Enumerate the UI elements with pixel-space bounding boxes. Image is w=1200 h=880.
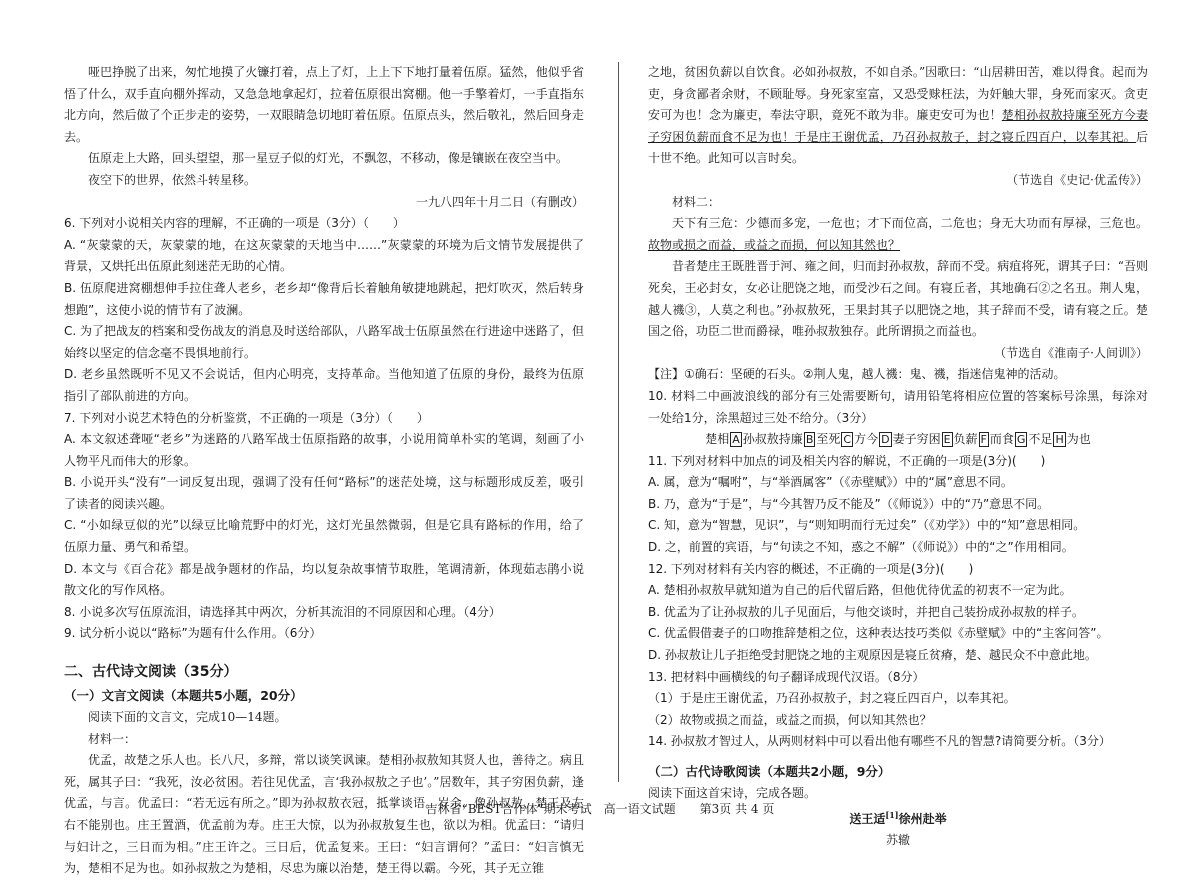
page-footer: 吉林省“BEST合作体”期末考试 高一语文试题 第3页 共 4 页 xyxy=(425,802,775,816)
story-paragraph: 哑巴挣脱了出来，匆忙地摸了火镰打着，点上了灯，上上下下地打量着伍原。猛然，他似乎省悟了什么，双手直向棚外挥动，又急急地拿起灯，拉着伍原很出窝棚。他一手擎着灯，一手直指东北方向，然后做了个正步走的姿势，一双眼睛急切地盯着伍原。伍原点头，然后敬礼，然后回身走去。 xyxy=(64,65,584,144)
break-box-c[interactable]: C xyxy=(843,433,852,447)
break-box-g[interactable]: G xyxy=(1016,433,1026,447)
question-13: 13. 把材料中画横线的句子翻译成现代汉语。（8分） xyxy=(648,669,925,684)
break-box-f[interactable]: F xyxy=(980,433,987,447)
left-column xyxy=(64,62,584,880)
question-12: 12. 下列对材料有关内容的概述，不正确的一项是(3分)( ) xyxy=(648,561,974,576)
source-citation: （节选自《淮南子·人间训》） xyxy=(994,345,1148,360)
material-label: 材料二： xyxy=(672,194,721,209)
underlined-sentence: 楚相孙叔敖持廉至死方今妻子穷困负薪而食不足为也！于是庄王谢优孟，乃召孙叔敖子，封之寝丘四百户，以奉其祀。 xyxy=(648,108,1148,144)
q11-option-b: B. 乃，意为“于是”，与“今其智乃反不能及”（《师说》）中的“乃”意思不同。 xyxy=(648,496,1050,511)
story-date: 一九八四年十月二日（有删改） xyxy=(415,194,584,209)
question-14: 14. 孙叔敖才智过人，从两则材料中可以看出他有哪些不凡的智慧?请简要分析。（3分） xyxy=(648,734,1111,749)
poem-author: 苏辙 xyxy=(885,833,910,848)
material-text: 昔者楚庄王既胜晋于河、雍之间，归而封孙叔敖，辞而不受。病疽将死，谓其子曰：“吾则死矣，王必封女，女必让肥饶之地，而受沙石之间。有寝丘者，其地确石②之名丑。荆人鬼，越人禨③，人莫之利也。”孙叔敖死，王果封其子以肥饶之地，其子辞而不受，请有寝之丘。楚国之俗，功臣二世而爵禄，唯孙叔敖独存。此所谓损之而益也。 xyxy=(648,259,1148,339)
question-7: 7. 下列对小说艺术特色的分析鉴赏，不正确的一项是（3分）（ ） xyxy=(64,410,429,425)
column-divider xyxy=(618,62,619,782)
poem-title: 送王适[1]徐州赴举 xyxy=(849,809,947,826)
annotation-note: 【注】①确石：坚硬的石头。②荆人鬼，越人禨：鬼、禨，指迷信鬼神的活动。 xyxy=(648,367,1066,382)
q13-item-2: （2）故物或损之而益，或益之而损，何以知其然也？ xyxy=(648,712,932,727)
q12-option-b: B. 优孟为了让孙叔敖的儿子见面后，与他交谈时，并把自己装扮成孙叔敖的样子。 xyxy=(648,604,1084,619)
q12-option-d: D. 孙叔敖让儿子拒绝受封肥饶之地的主观原因是寝丘贫瘠，楚、越民众不中意此地。 xyxy=(648,648,1097,663)
story-paragraph: 夜空下的世界，依然斗转星移。 xyxy=(88,172,257,187)
material-text-continued: 之地，贫困负薪以自饮食。必如孙叔敖，不如自杀。”因歌曰：“山居耕田苦，难以得食。起而为吏，身贪鄙者余财，不顾耻辱。身死家室富，又恐受赇枉法，为奸触大罪，身死而家灭。贪吏安可为也！念为廉吏，奉法守职，竟死不敢为非。廉吏安可为也！楚相孙叔敖持廉至死方今妻子穷困负薪而食不足为也！于是庄王谢优孟，乃召孙叔敖子，封之寝丘四百户，以奉其祀。后十世不绝。此知可以言时矣。 xyxy=(648,65,1148,166)
section-heading: 二、古代诗文阅读（35分） xyxy=(64,664,238,681)
break-box-e[interactable]: E xyxy=(943,433,951,447)
q7-option-a: A. 本文叙述聋哑“老乡”为迷路的八路军战士伍原指路的故事，小说用简单朴实的笔调，刻画了小人物平凡而伟大的形象。 xyxy=(64,432,584,468)
q7-option-b: B. 小说开头“没有”一词反复出现，强调了没有任何“路标”的迷茫处境，这与标题形成反差，吸引了读者的阅读兴趣。 xyxy=(64,475,584,511)
q7-option-c: C. “小如绿豆似的光”以绿豆比喻荒野中的灯光，这灯光虽然微弱，但是它具有路标的作用，给了伍原力量、勇气和希望。 xyxy=(64,518,584,555)
source-citation: （节选自《史记·优孟传》） xyxy=(1006,172,1148,187)
break-box-h[interactable]: H xyxy=(1055,433,1064,447)
break-box-d[interactable]: D xyxy=(881,433,890,447)
q13-item-1: （1）于是庄王谢优孟，乃召孙叔敖子，封之寝丘四百户，以奉其祀。 xyxy=(648,691,1016,706)
instruction: 阅读下面这首宋诗，完成各题。 xyxy=(648,786,817,800)
q6-option-a: A. “灰蒙蒙的天，灰蒙蒙的地，在这灰蒙蒙的天地当中……”灰蒙蒙的环境为后文情节发展提供了背景，又烘托出伍原此刻迷茫无助的心情。 xyxy=(64,237,584,274)
q11-option-c: C. 知，意为“智慧，见识”，与“则知明而行无过矣”（《劝学》）中的“知”意思相同。 xyxy=(648,518,1086,533)
question-11: 11. 下列对材料中加点的词及相关内容的解说，不正确的一项是(3分)( ) xyxy=(648,453,1046,468)
instruction: 阅读下面的文言文，完成10—14题。 xyxy=(88,710,287,725)
q11-option-a: A. 属，意为“嘱咐”，与“举酒属客”（《赤壁赋》）中的“属”意思不同。 xyxy=(648,475,1013,490)
question-6: 6. 下列对小说相关内容的理解，不正确的一项是（3分）（ ） xyxy=(64,216,405,231)
question-10: 10. 材料二中画波浪线的部分有三处需要断句，请用铅笔将相应位置的答案标号涂黑，每涂对一处给1分，涂黑超过三处不给分。（3分） xyxy=(648,388,1148,425)
q6-option-b: B. 伍原爬进窝棚想伸手拉住聋人老乡，老乡却“像背后长着触角敏捷地跳起，把灯吹灭，然后转身想跑”，这使小说的情节有了波澜。 xyxy=(64,280,584,317)
q6-option-c: C. 为了把战友的档案和受伤战友的消息及时送给部队，八路军战士伍原虽然在行进途中迷路了，但始终以坚定的信念毫不畏惧地前行。 xyxy=(64,324,585,360)
question-8: 8. 小说多次写伍原流泪，请选择其中两次，分析其流泪的不同原因和心理。（4分） xyxy=(64,604,501,619)
material-text: 天下有三危：少德而多宠，一危也；才下而位高，二危也；身无大功而有厚禄，三危也。故物或损之而益，或益之而损，何以知其然也？ xyxy=(648,216,1148,252)
subsection-heading: （一）文言文阅读（本题共5小题，20分） xyxy=(64,688,303,704)
underlined-sentence: 故物或损之而益，或益之而损，何以知其然也？ xyxy=(648,237,901,252)
sentence-break-options: 楚相 A 孙叔敖持廉 B 至死 C 方今 D 妻子穷困 E 负薪 F 而食 G 不足 H 为也 xyxy=(705,432,1091,447)
break-box-a[interactable]: A xyxy=(732,433,740,447)
q12-option-c: C. 优孟假借妻子的口吻推辞楚相之位，这种表达技巧类似《赤壁赋》中的“主客问答”。 xyxy=(648,626,1109,641)
q6-option-d: D. 老乡虽然既听不见又不会说话，但内心明亮，支持革命。当他知道了伍原的身份，最终为伍原指引了部队前进的方向。 xyxy=(64,367,584,403)
subsection-heading: （二）古代诗歌阅读（本题共2小题，9分） xyxy=(648,764,891,779)
q7-option-d: D. 本文与《百合花》都是战争题材的作品，均以复杂故事情节取胜，笔调清新，体现茹志鹃小说散文化的写作风格。 xyxy=(64,561,584,598)
story-paragraph: 伍原走上大路，回头望望，那一星豆子似的灯光，不飘忽，不移动，像是镶嵌在夜空当中。 xyxy=(88,151,569,166)
q12-option-a: A. 楚相孙叔敖早就知道为自己的后代留后路，但他优待优孟的初衷不一定为此。 xyxy=(648,583,1072,598)
material-text: 优孟，故楚之乐人也。长八尺，多辩，常以谈笑讽谏。楚相孙叔敖知其贤人也，善待之。病且死，属其子曰：“我死，汝必贫困。若往见优孟，言‘我孙叔敖之子也’。”居数年，其子穷困负薪，逢优孟，与言。优孟曰：“若无远有所之。”即为孙叔敖衣冠，抵掌谈语。岁余，像孙叔敖，楚王及左右不能别也。庄王置酒，优孟前为寿。庄王大惊，以为孙叔敖复生也，欲以为相。优孟曰：“请归与妇计之，三日而为相。”庄王许之。三日后，优孟复来。王曰：“妇言谓何？”孟曰：“妇言慎无为，楚相不足为也。如孙叔敖之为楚相，尽忠为廉以治楚，楚王得以霸。今死，其子无立锥 xyxy=(64,753,584,876)
break-box-b[interactable]: B xyxy=(805,433,814,447)
material-label: 材料一： xyxy=(88,731,137,746)
question-9: 9. 试分析小说以“路标”为题有什么作用。（6分） xyxy=(64,626,322,641)
q11-option-d: D. 之，前置的宾语，与“句读之不知，惑之不解”（《师说》）中的“之”作用相同。 xyxy=(648,540,1074,555)
right-column xyxy=(648,62,1148,852)
